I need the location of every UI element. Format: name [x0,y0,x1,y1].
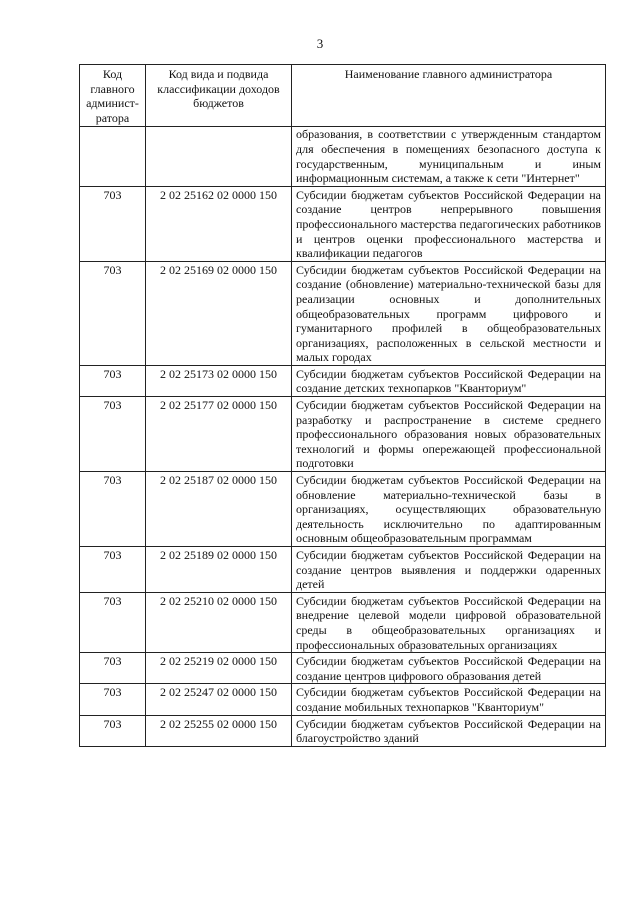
cell-admin-code [80,127,146,186]
cell-admin-name: Субсидии бюджетам субъектов Российской Федерации на благоустройство зданий [292,715,606,746]
cell-revenue-code: 2 02 25169 02 0000 150 [146,261,292,365]
cell-revenue-code: 2 02 25219 02 0000 150 [146,653,292,684]
table-row [80,684,606,715]
table-row [80,472,606,547]
cell-admin-name: Субсидии бюджетам субъектов Российской Федерации на создание детских технопарков "Кванториум" [292,365,606,396]
cell-admin-code: 703 [80,592,146,652]
cell-admin-name: Субсидии бюджетам субъектов Российской Федерации на разработку и распространение в системе среднего профессионального образования новых образовательных технологий и формы опережающей профессиональной подготовки [292,397,606,472]
table-header-row [80,65,606,127]
cell-admin-code: 703 [80,684,146,715]
cell-revenue-code: 2 02 25189 02 0000 150 [146,547,292,593]
header-admin-name: Наименование главного администратора [292,65,606,127]
header-admin-code: Код главного админист-ратора [80,65,146,127]
cell-admin-name: Субсидии бюджетам субъектов Российской Федерации на создание (обновление) материально-технической базы для реализации основных и дополнительных общеобразовательных программ цифрового и гуманитарного профилей в общеобразовательных организациях, расположенных в сельской местности и малых городах [292,261,606,365]
cell-revenue-code: 2 02 25177 02 0000 150 [146,397,292,472]
page-number: 3 [316,36,324,51]
table-row [80,261,606,365]
cell-revenue-code [146,127,292,186]
cell-admin-name: Субсидии бюджетам субъектов Российской Федерации на создание центров цифрового образования детей [292,653,606,684]
table-row [80,397,606,472]
cell-revenue-code: 2 02 25255 02 0000 150 [146,715,292,746]
table-row [80,547,606,593]
cell-revenue-code: 2 02 25162 02 0000 150 [146,186,292,261]
cell-revenue-code: 2 02 25210 02 0000 150 [146,592,292,652]
table-row [80,365,606,396]
cell-revenue-code: 2 02 25173 02 0000 150 [146,365,292,396]
cell-admin-name: Субсидии бюджетам субъектов Российской Федерации на внедрение целевой модели цифровой образовательной среды в общеобразовательных организациях и профессиональных образовательных организациях [292,592,606,652]
cell-admin-code: 703 [80,365,146,396]
cell-admin-code: 703 [80,397,146,472]
cell-admin-code: 703 [80,715,146,746]
cell-admin-name: Субсидии бюджетам субъектов Российской Федерации на обновление материально-технической базы в организациях, осуществляющих образовательную деятельность исключительно по адаптированным основным общеобразовательным программам [292,472,606,547]
revenue-classification-table [79,64,606,747]
table-row [80,653,606,684]
cell-revenue-code: 2 02 25247 02 0000 150 [146,684,292,715]
table-row [80,592,606,652]
cell-admin-code: 703 [80,261,146,365]
cell-revenue-code: 2 02 25187 02 0000 150 [146,472,292,547]
cell-admin-code: 703 [80,472,146,547]
cell-admin-name: образования, в соответствии с утвержденным стандартом для обеспечения в помещениях безопасного доступа к государственным, муниципальным и иным информационным системам, а также к сети "Интернет" [292,127,606,186]
header-revenue-code: Код вида и подвида классификации доходов бюджетов [146,65,292,127]
cell-admin-code: 703 [80,547,146,593]
cell-admin-code: 703 [80,186,146,261]
table-row [80,186,606,261]
table-row-continuation [80,127,606,186]
cell-admin-name: Субсидии бюджетам субъектов Российской Федерации на создание мобильных технопарков "Кванториум" [292,684,606,715]
cell-admin-name: Субсидии бюджетам субъектов Российской Федерации на создание центров выявления и поддержки одаренных детей [292,547,606,593]
table-row [80,715,606,746]
cell-admin-name: Субсидии бюджетам субъектов Российской Федерации на создание центров непрерывного повышения профессионального мастерства педагогических работников и центров оценки профессионального мастерства и квалификации педагогов [292,186,606,261]
cell-admin-code: 703 [80,653,146,684]
